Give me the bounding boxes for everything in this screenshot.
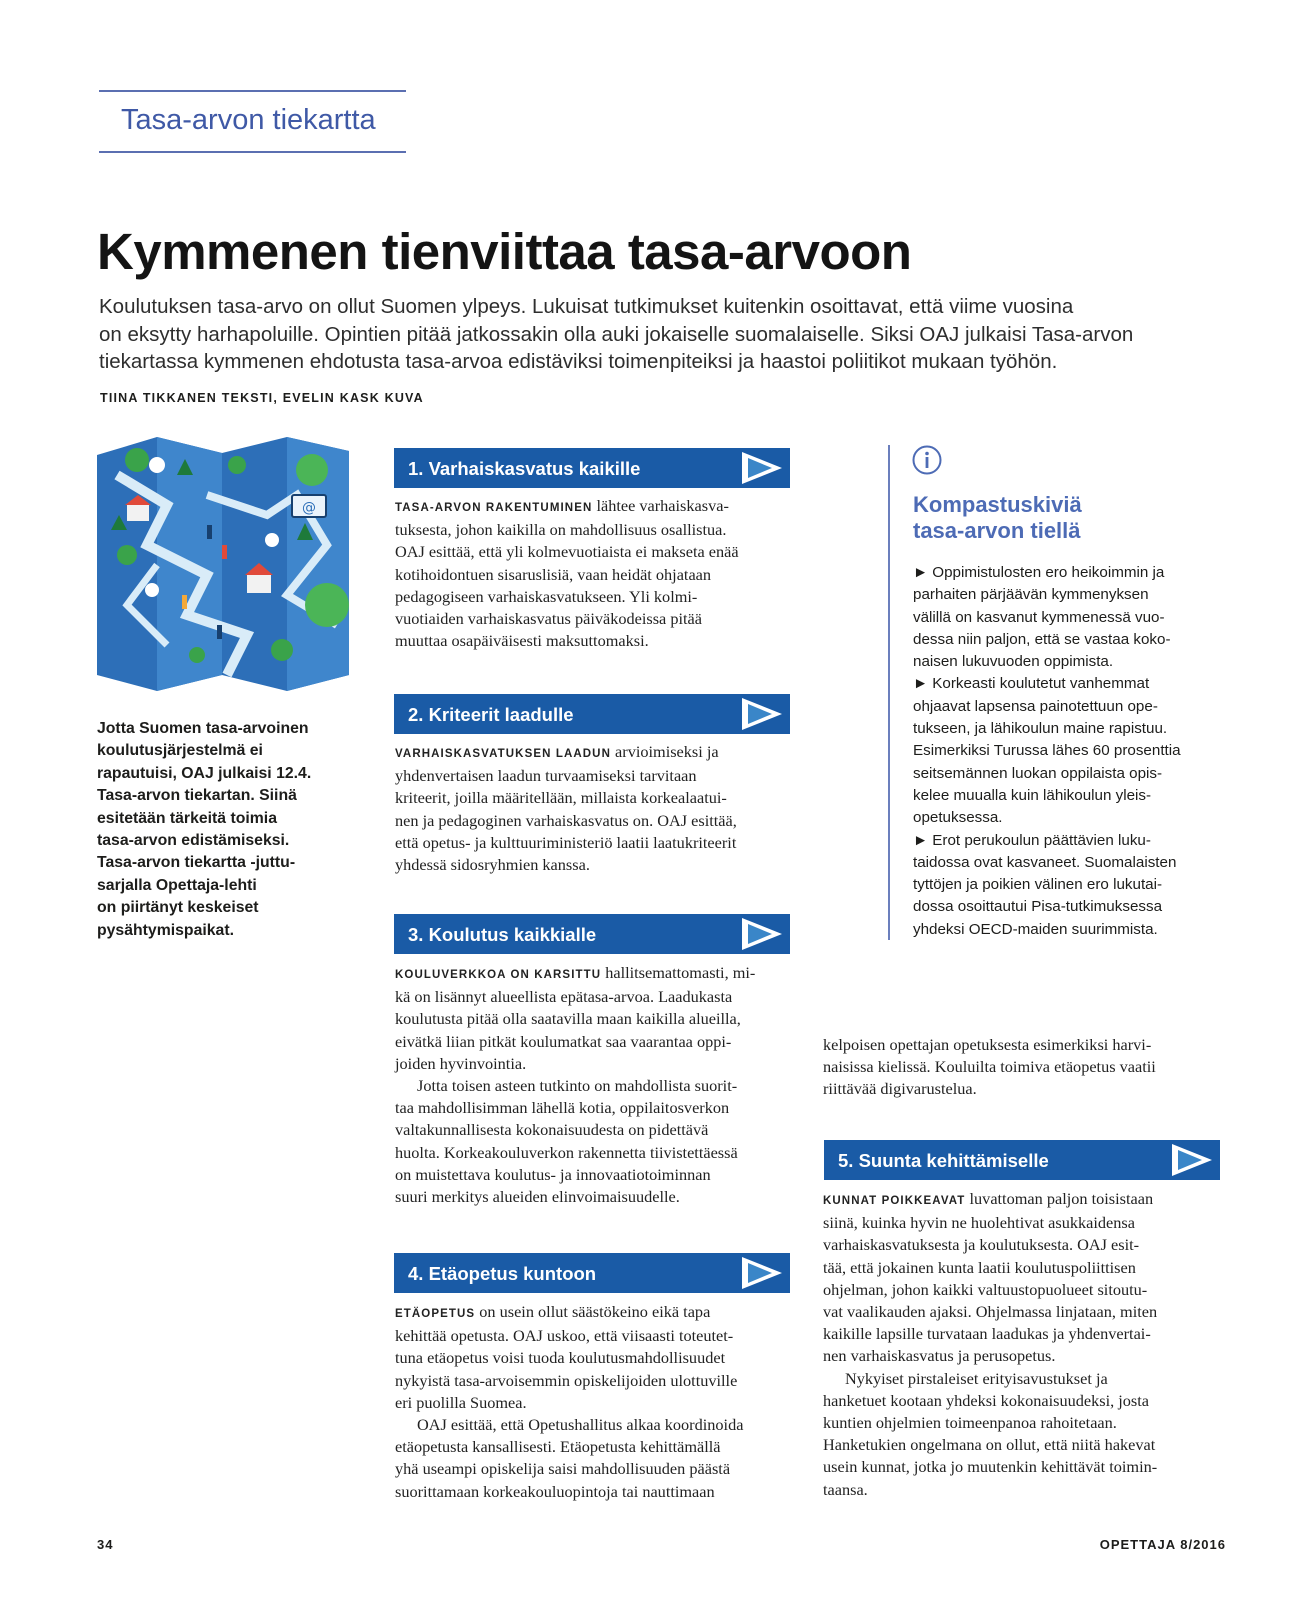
caption-line: pysähtymispaikat.: [97, 921, 234, 939]
lead-paragraph: [99, 293, 1239, 376]
section-4-banner: [390, 1253, 790, 1293]
body-line: tää, että jokainen kunta laatii koulutuspoliittisen: [823, 1257, 1136, 1277]
body-line: Jotta toisen asteen tutkinto on mahdollista suorit-: [417, 1076, 738, 1096]
body-line: siinä, kuinka hyvin ne huolehtivat asukkaidensa: [823, 1213, 1135, 1233]
body-line: OAJ esittää, että yli kolmevuotiaista ei makseta enää: [395, 542, 739, 562]
info-line: parhaiten pärjäävän kymmenyksen: [913, 586, 1149, 604]
lead-line: tiekartassa kymmenen ehdotusta tasa-arvoa edistäviksi toimenpiteiksi ja haastoi poliitikot mukaan työhön.: [99, 350, 1058, 373]
byline: TIINA TIKKANEN TEKSTI, EVELIN KASK KUVA: [100, 391, 424, 405]
publication-footer: OPETTAJA 8/2016: [1099, 1537, 1226, 1552]
body-line: varhaiskasvatuksesta ja koulutuksesta. OAJ esit-: [823, 1235, 1140, 1255]
section-2-banner: [390, 694, 790, 734]
body-line: on muistettava koulutus- ja innovaatiotoiminnan: [395, 1164, 711, 1184]
body-line: nykyistä tasa-arvoisemmin opiskelijoiden ulottuville: [395, 1370, 738, 1390]
info-line: tyttöjen ja poikien välinen ero lukutai-: [913, 876, 1163, 894]
section-3-lead-in: KOULUVERKKOA ON KARSITTU: [395, 969, 602, 981]
info-line: opetuksessa.: [913, 809, 1003, 827]
body-text: on usein ollut säästökeino eikä tapa: [475, 1302, 711, 1321]
road-map-illustration: [97, 435, 349, 691]
section-4-continuation: [823, 1034, 1156, 1101]
body-line: eri puolilla Suomea.: [395, 1392, 527, 1412]
section-4-lead-in: ETÄOPETUS: [395, 1308, 476, 1320]
section-3-title: 3. Koulutus kaikkialle: [408, 924, 597, 945]
body-line: kehittää opetusta. OAJ uskoo, että viisaasti toteutet-: [395, 1326, 734, 1346]
body-line: eivätkä liian pitkät koulumatkat saa vaarantaa oppi-: [395, 1031, 732, 1051]
section-label-top-rule: [99, 90, 406, 92]
section-1-lead-in: TASA-ARVON RAKENTUMINEN: [395, 502, 593, 514]
body-line: Nykyiset pirstaleiset erityisavustukset ja: [845, 1368, 1108, 1388]
caption-line: Tasa-arvon tiekartta -juttu-: [97, 854, 296, 872]
section-2-title: 2. Kriteerit laadulle: [408, 704, 574, 725]
body-line: Hanketukien ongelmana on ollut, että niitä hakevat: [823, 1435, 1156, 1455]
info-line: taidossa ovat kasvaneet. Suomalaisten: [913, 853, 1177, 871]
caption-line: Tasa-arvon tiekartan. Siinä: [97, 787, 297, 805]
body-line: tuna etäopetus voisi tuoda koulutusmahdollisuudet: [395, 1348, 726, 1368]
body-line: etäopetusta kansallisesti. Etäopetusta kehittämällä: [395, 1437, 721, 1457]
body-line: kaikille lapsille turvataan laadukas ja yhdenvertai-: [823, 1324, 1151, 1344]
info-line: kelee muualla kuin lähikoulun yleis-: [913, 786, 1152, 804]
lead-line: Koulutuksen tasa-arvo on ollut Suomen ylpeys. Lukuisat tutkimukset kuitenkin osoittavat, että viime vuosina: [99, 295, 1074, 318]
headline: Kymmenen tienviittaa tasa-arvoon: [97, 223, 912, 280]
info-line: dessa niin paljon, että se vastaa koko-: [913, 630, 1171, 648]
section-3-banner: [390, 914, 790, 954]
info-line: ohjaavat lapsensa painotettuun ope-: [913, 697, 1158, 715]
page-number: 34: [97, 1537, 114, 1552]
svg-text:@: @: [302, 500, 316, 516]
body-line: huolta. Korkeakouluverkon rakennetta tiivistettäessä: [395, 1142, 738, 1162]
info-line: välillä on kasvanut kymmenessä vuo-: [913, 608, 1165, 626]
body-line: kotihoidontuen sisaruslisiä, vaan heidät ohjataan: [395, 564, 712, 584]
info-title-line: Kompastuskiviä: [913, 492, 1082, 517]
body-line: hanketuet kootaan yhdeksi kokonaisuudeksi, josta: [823, 1390, 1150, 1410]
body-line: kelpoisen opettajan opetuksesta esimerkiksi harvi-: [823, 1035, 1152, 1054]
body-text: hallitsemattomasti, mi-: [601, 963, 756, 982]
info-box-body: [913, 562, 1181, 941]
info-title-line: tasa-arvon tiellä: [913, 518, 1081, 543]
caption-line: tasa-arvon edistämiseksi.: [97, 832, 290, 850]
section-1-banner: [390, 448, 790, 488]
body-line: että opetus- ja kulttuuriministeriö laatii laatukriteerit: [395, 832, 737, 852]
info-line: naisen lukuvuoden oppimista.: [913, 653, 1114, 671]
section-3-body: [395, 962, 755, 1208]
caption-line: Jotta Suomen tasa-arvoinen: [97, 720, 309, 737]
section-label: Tasa-arvon tiekartta: [121, 104, 376, 136]
section-label-bottom-rule: [99, 151, 406, 153]
info-line: dossa osoittautui Pisa-tutkimuksessa: [913, 898, 1163, 916]
body-text: luvattoman paljon toisistaan: [965, 1189, 1154, 1208]
caption-line: esitetään tärkeitä toimia: [97, 809, 277, 827]
section-4-body: [395, 1301, 743, 1503]
info-box-title: [913, 492, 1082, 544]
info-line: Esimerkiksi Turussa lähes 60 prosenttia: [913, 742, 1181, 760]
body-line: suorittamaan korkeakouluopintoja tai nauttimaan: [395, 1481, 715, 1501]
caption-line: koulutusjärjestelmä ei: [97, 742, 263, 760]
info-line: seitsemännen luokan oppilaista opis-: [913, 764, 1163, 782]
body-line: kä on lisännyt alueellista epätasa-arvoa. Laadukasta: [395, 987, 733, 1007]
body-line: kriteerit, joilla määritellään, millaista korkealaatui-: [395, 788, 727, 808]
section-5-lead-in: KUNNAT POIKKEAVAT: [823, 1195, 966, 1207]
body-line: valtakunnallisesta kokonaisuudesta on pidettävä: [395, 1120, 709, 1140]
section-5-banner: [820, 1140, 1220, 1180]
section-1-body: [395, 495, 739, 652]
body-line: pedagogiseen varhaiskasvatukseen. Yli kolmi-: [395, 586, 698, 606]
section-1-title: 1. Varhaiskasvatus kaikille: [408, 458, 641, 479]
body-line: nen ja pedagoginen varhaiskasvatus on. OAJ esittää,: [395, 810, 737, 830]
body-line: yhdessä sidosryhmien kanssa.: [395, 855, 590, 875]
body-line: riittävää digivarustelua.: [823, 1079, 977, 1099]
body-line: yhä useampi opiskelija saisi mahdollisuuden päästä: [395, 1459, 731, 1479]
info-box-rule: [888, 445, 890, 940]
body-line: koulutusta pitää olla saatavilla maan kaikilla alueilla,: [395, 1009, 741, 1029]
lead-line: on eksytty harhapoluille. Opintien pitää jatkossakin olla auki jokaiselle suomalaiselle. Siksi OAJ julkaisi Tasa-arvon: [99, 322, 1134, 346]
body-line: muuttaa osapäiväisesti maksuttomaksi.: [395, 631, 649, 651]
body-line: tuksesta, johon kaikilla on mahdollisuus osallistua.: [395, 520, 727, 540]
body-line: OAJ esittää, että Opetushallitus alkaa koordinoida: [417, 1415, 744, 1435]
section-2-body: [395, 741, 737, 876]
body-line: nen varhaiskasvatus ja perusopetus.: [823, 1346, 1056, 1366]
info-line: tukseen, ja lähikoulun maine rapistuu.: [913, 720, 1168, 738]
body-line: suuri merkitys alueiden elinvoimaisuudelle.: [395, 1187, 680, 1207]
body-line: vuotiaiden varhaiskasvatus päiväkodeissa pitää: [395, 609, 702, 629]
body-line: vat vaalikauden ajaksi. Ohjelmassa linjataan, miten: [823, 1302, 1158, 1322]
section-2-lead-in: VARHAISKASVATUKSEN LAADUN: [395, 748, 611, 760]
body-text: lähtee varhaiskasva-: [592, 496, 729, 515]
section-4-title: 4. Etäopetus kuntoon: [408, 1263, 597, 1284]
body-line: taa mahdollisimman lähellä kotia, oppilaitosverkon: [395, 1098, 730, 1118]
body-line: joiden hyvinvointia.: [395, 1053, 527, 1073]
caption-line: rapautuisi, OAJ julkaisi 12.4.: [97, 764, 312, 782]
info-line: ► Erot perukoulun päättävien luku-: [913, 831, 1151, 849]
section-5-body: [823, 1188, 1157, 1501]
caption-line: on piirtänyt keskeiset: [97, 899, 259, 917]
body-line: kuntien ohjelmien toimeenpanoa rahoitetaan.: [823, 1413, 1117, 1433]
body-line: yhdenvertaisen laadun turvaamiseksi tarvitaan: [395, 766, 697, 786]
body-line: taansa.: [823, 1479, 868, 1499]
body-line: naisissa kielissä. Kouluilta toimiva etäopetus vaatii: [823, 1057, 1156, 1077]
info-icon: [912, 445, 942, 475]
body-text: arvioimiseksi ja: [610, 742, 719, 761]
illustration-caption: [97, 718, 347, 942]
info-line: ► Oppimistulosten ero heikoimmin ja: [913, 564, 1165, 581]
body-line: ohjelman, johon kaikki valtuustopuolueet sitoutu-: [823, 1279, 1148, 1299]
info-line: ► Korkeasti koulutetut vanhemmat: [913, 675, 1150, 693]
caption-line: sarjalla Opettaja-lehti: [97, 876, 257, 894]
section-5-title: 5. Suunta kehittämiselle: [838, 1150, 1049, 1171]
info-line: yhdeksi OECD-maiden suurimmista.: [913, 920, 1158, 938]
body-line: usein kunnat, jotka jo muutenkin kehittävät toimin-: [823, 1457, 1158, 1477]
